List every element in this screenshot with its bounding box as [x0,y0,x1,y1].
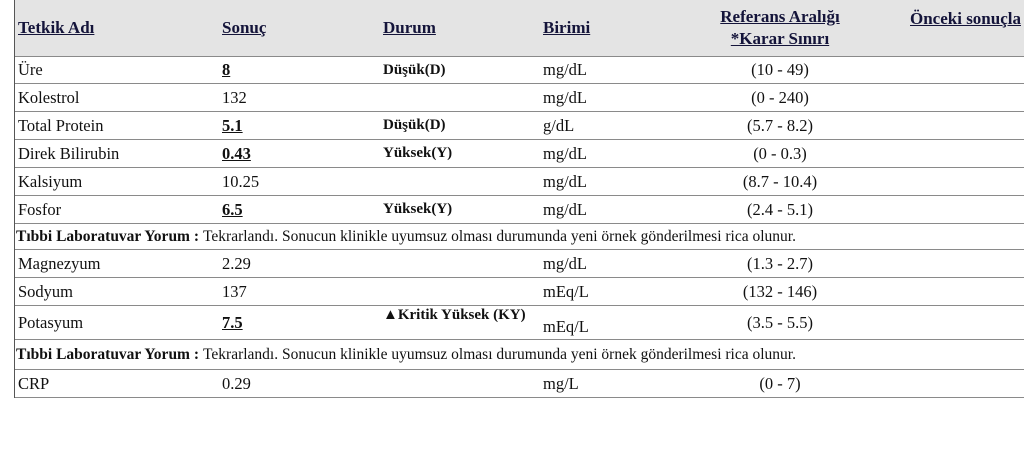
previous-result-cell [870,306,1024,339]
reference-range: (3.5 - 5.5) [747,312,813,332]
comment-label: Tıbbi Laboratuvar Yorum : [16,227,200,245]
result-value: 6.5 [222,199,243,219]
table-row [15,84,1024,112]
test-name: Magnezyum [18,253,101,273]
reference-range: (10 - 49) [751,60,809,79]
unit: g/dL [543,115,575,135]
table-header [15,0,1024,57]
result-value: 132 [222,87,247,107]
table-row [15,112,1024,140]
comment-text: Tekrarlandı. Sonucun klinikle uyumsuz olması durumunda yeni örnek gönderilmesi rica olunur. [203,227,796,245]
previous-result-cell [870,168,1024,195]
test-name: Fosfor [18,199,62,219]
test-name: Üre [18,60,43,79]
test-name: Sodyum [18,281,74,301]
table-row [15,57,1024,84]
header-result-label: Sonuç [222,18,267,37]
table-row [15,168,1024,196]
reference-range: (0 - 240) [751,87,809,107]
header-reference-range-label: Referans Aralığı [720,7,840,26]
result-value: 0.43 [222,143,251,163]
unit: mEq/L [543,281,589,301]
table-row [15,278,1024,306]
lab-results-table [14,0,1024,398]
lab-comment-row [15,340,1024,370]
header-status-label: Durum [383,18,436,37]
unit: mg/dL [543,171,587,191]
lab-comment-row [15,224,1024,250]
status-flag [379,278,539,305]
result-value: 2.29 [222,253,251,273]
result-value: 10.25 [222,171,260,191]
reference-range: (132 - 146) [742,281,818,301]
status-flag: Yüksek(Y) [383,201,453,217]
status-flag: Düşük(D) [383,117,446,133]
comment-text: Tekrarlandı. Sonucun klinikle uyumsuz olması durumunda yeni örnek gönderilmesi rica olunur. [203,345,796,363]
header-unit-label: Birimi [543,18,591,37]
previous-result-cell [870,370,1024,397]
previous-result-cell [870,278,1024,305]
previous-result-cell [870,112,1024,139]
previous-result-cell [870,250,1024,277]
table-row [15,370,1024,398]
test-name: Total Protein [18,115,104,135]
previous-result-cell [870,57,1024,83]
unit: mg/dL [543,87,587,107]
reference-range: (0 - 0.3) [753,143,807,163]
header-previous-results [870,0,1024,56]
header-decision-limit-label: *Karar Sınırı [730,29,830,48]
unit: mEq/L [543,317,589,336]
header-result [218,0,379,56]
test-name: Direk Bilirubin [18,143,120,163]
unit: mg/dL [543,143,587,163]
status-flag [379,250,539,277]
previous-result-cell [870,84,1024,111]
result-value: 8 [222,60,231,79]
header-test-name [15,0,218,56]
status-flag [379,84,539,111]
unit: mg/dL [543,199,587,219]
reference-range: (8.7 - 10.4) [742,171,818,191]
status-flag: Düşük(D) [383,61,446,78]
table-row [15,250,1024,278]
previous-result-cell [870,196,1024,223]
unit: mg/dL [543,253,587,273]
result-value: 137 [222,281,247,301]
previous-result-cell [870,140,1024,167]
table-row [15,306,1024,340]
header-unit [539,0,690,56]
header-test-name-label: Tetkik Adı [18,18,95,37]
status-flag [379,370,539,397]
unit: mg/dL [543,60,587,79]
comment-label: Tıbbi Laboratuvar Yorum : [16,345,200,363]
reference-range: (1.3 - 2.7) [747,253,813,273]
reference-range: (0 - 7) [759,373,801,393]
header-previous-results-label: Önceki sonuçla [910,9,1021,28]
test-name: Kolestrol [18,87,80,107]
unit: mg/L [543,373,579,393]
result-value: 5.1 [222,115,243,135]
test-name: Kalsiyum [18,171,83,191]
test-name: Potasyum [18,312,84,332]
reference-range: (2.4 - 5.1) [747,199,813,219]
result-value: 0.29 [222,373,251,393]
table-row [15,140,1024,168]
result-value: 7.5 [222,312,243,332]
header-reference-range [690,0,870,56]
test-name: CRP [18,373,50,393]
header-status [379,0,539,56]
status-flag [379,168,539,195]
reference-range: (5.7 - 8.2) [747,115,813,135]
critical-status-flag: ▲Kritik Yüksek (KY) [383,307,526,323]
table-row [15,196,1024,224]
status-flag: Yüksek(Y) [383,145,453,161]
